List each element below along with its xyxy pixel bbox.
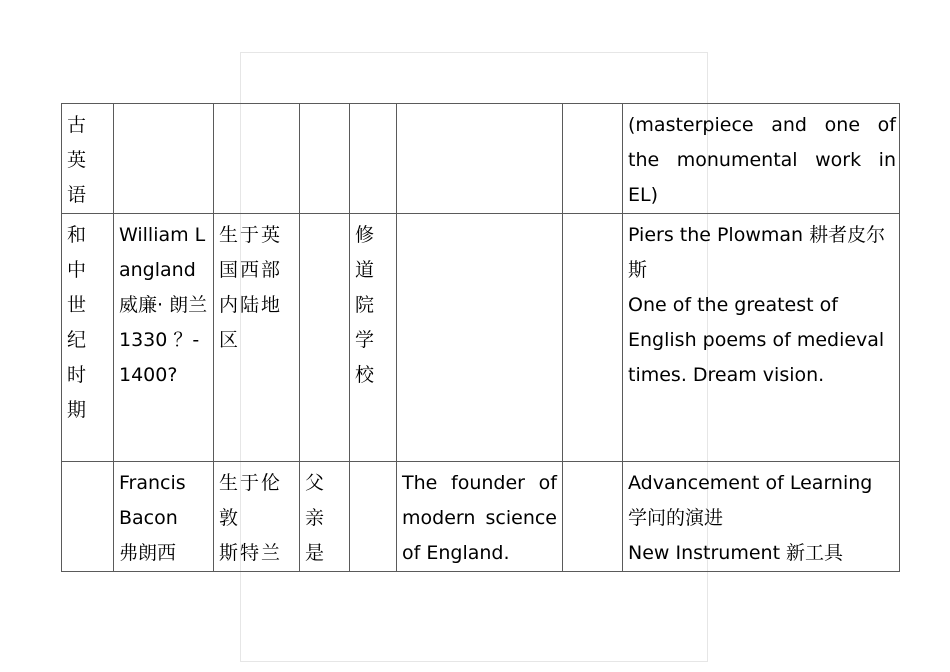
table-row bbox=[62, 104, 900, 214]
author-cell: William Langland 威廉· 朗兰 1330 ？-1400? bbox=[114, 214, 214, 462]
birthplace-cell bbox=[214, 104, 300, 214]
status-cell bbox=[397, 214, 563, 462]
family-cell bbox=[300, 214, 350, 462]
works-cell: Advancement of Learning 学问的演进 New Instrument 新工具 bbox=[623, 462, 900, 572]
blank-cell bbox=[563, 104, 623, 214]
family-cell: 父 亲 是 bbox=[300, 462, 350, 572]
status-cell bbox=[397, 104, 563, 214]
author-cell: Francis Bacon 弗朗西 bbox=[114, 462, 214, 572]
blank-cell bbox=[563, 214, 623, 462]
education-cell: 修 道 院 学 校 bbox=[350, 214, 397, 462]
family-cell bbox=[300, 104, 350, 214]
education-cell bbox=[350, 462, 397, 572]
period-cell bbox=[62, 462, 114, 572]
birthplace-cell: 生于伦敦 斯特兰 bbox=[214, 462, 300, 572]
literature-table bbox=[61, 103, 900, 572]
table-row bbox=[62, 462, 900, 572]
blank-cell bbox=[563, 462, 623, 572]
birthplace-cell: 生于英国西部内陆地区 bbox=[214, 214, 300, 462]
period-cell: 古 英 语 bbox=[62, 104, 114, 214]
author-cell bbox=[114, 104, 214, 214]
table-row bbox=[62, 214, 900, 462]
period-cell: 和 中 世 纪 时 期 bbox=[62, 214, 114, 462]
status-cell: The founder of modern science of England. bbox=[397, 462, 563, 572]
education-cell bbox=[350, 104, 397, 214]
works-cell: Piers the Plowman 耕者皮尔斯 One of the greatest of English poems of medieval times. Dream vision. bbox=[623, 214, 900, 462]
works-cell: (masterpiece and one of the monumental work in EL) bbox=[623, 104, 900, 214]
